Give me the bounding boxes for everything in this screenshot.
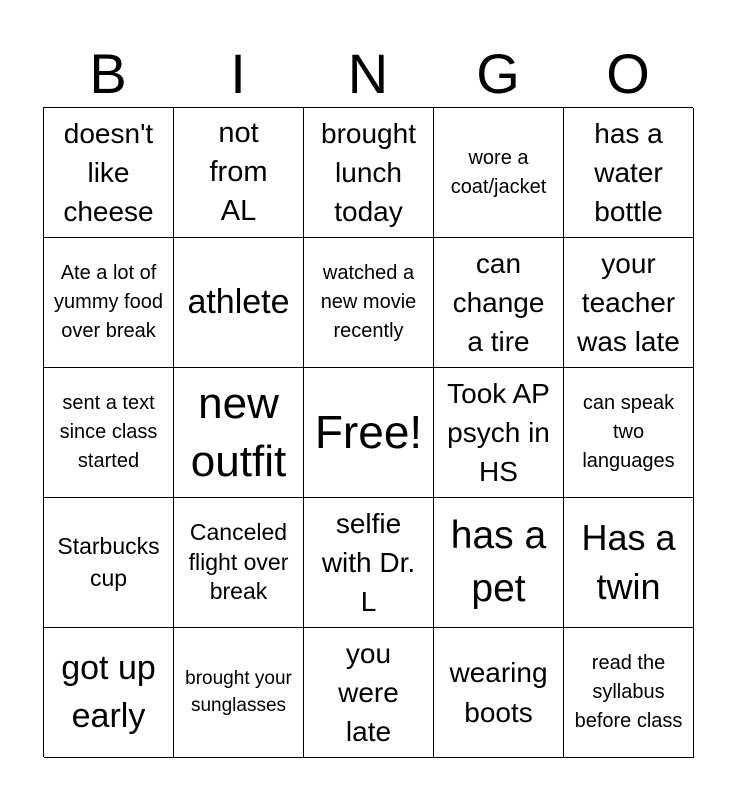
bingo-cell[interactable] bbox=[434, 368, 564, 498]
bingo-header bbox=[43, 40, 693, 108]
bingo-cell[interactable] bbox=[434, 238, 564, 368]
bingo-cell[interactable] bbox=[44, 368, 174, 498]
bingo-cell[interactable] bbox=[304, 238, 434, 368]
bingo-cell[interactable] bbox=[564, 238, 694, 368]
cell-text: your teacher was late bbox=[577, 247, 680, 358]
cell-text: Starbucks cup bbox=[57, 533, 160, 591]
bingo-cell[interactable] bbox=[434, 628, 564, 758]
bingo-cell[interactable] bbox=[434, 498, 564, 628]
cell-text: athlete bbox=[187, 283, 290, 322]
bingo-cell[interactable] bbox=[174, 628, 304, 758]
cell-text: can speak two languages bbox=[582, 392, 675, 472]
cell-text: you were late bbox=[338, 637, 399, 748]
bingo-cell[interactable] bbox=[174, 238, 304, 368]
bingo-cell[interactable] bbox=[564, 498, 694, 628]
cell-text: sent a text since class started bbox=[59, 392, 158, 472]
cell-text: can change a tire bbox=[452, 247, 545, 358]
bingo-cell[interactable] bbox=[304, 108, 434, 238]
header-letter-g: G bbox=[476, 42, 520, 105]
cell-text: has a water bottle bbox=[594, 117, 663, 228]
bingo-cell[interactable] bbox=[174, 498, 304, 628]
cell-text: brought your sunglasses bbox=[185, 667, 292, 716]
cell-text: watched a new movie recently bbox=[320, 262, 417, 342]
cell-text: got up early bbox=[61, 648, 156, 735]
bingo-cell free-space[interactable] bbox=[304, 368, 434, 498]
bingo-cell[interactable] bbox=[44, 238, 174, 368]
cell-text: not from AL bbox=[209, 116, 268, 228]
cell-text: brought lunch today bbox=[321, 117, 416, 228]
cell-text: read the syllabus before class bbox=[574, 652, 683, 732]
bingo-cell[interactable] bbox=[174, 368, 304, 498]
bingo-cell[interactable] bbox=[44, 498, 174, 628]
cell-text: Has a twin bbox=[581, 516, 676, 607]
header-letter-o: O bbox=[606, 42, 650, 105]
header-letter-b: B bbox=[89, 42, 127, 105]
cell-text: new outfit bbox=[190, 379, 287, 486]
bingo-cell[interactable] bbox=[174, 108, 304, 238]
cell-text: Took AP psych in HS bbox=[447, 377, 550, 488]
bingo-cell[interactable] bbox=[44, 628, 174, 758]
bingo-cell[interactable] bbox=[304, 498, 434, 628]
bingo-cell[interactable] bbox=[434, 108, 564, 238]
cell-text: doesn't like cheese bbox=[63, 117, 154, 228]
cell-text: has a pet bbox=[450, 513, 547, 610]
free-space-text: Free! bbox=[314, 405, 423, 458]
bingo-cell[interactable] bbox=[564, 108, 694, 238]
cell-text: Canceled flight over break bbox=[188, 518, 289, 605]
bingo-cell[interactable] bbox=[44, 108, 174, 238]
cell-text: wore a coat/jacket bbox=[450, 146, 547, 198]
bingo-board bbox=[43, 107, 693, 757]
cell-text: wearing boots bbox=[449, 657, 548, 728]
cell-text: selfie with Dr. L bbox=[321, 507, 416, 618]
bingo-cell[interactable] bbox=[564, 628, 694, 758]
cell-text: Ate a lot of yummy food over break bbox=[54, 262, 163, 342]
bingo-cell[interactable] bbox=[304, 628, 434, 758]
bingo-cell[interactable] bbox=[564, 368, 694, 498]
header-letter-i: I bbox=[230, 42, 246, 105]
header-letter-n: N bbox=[347, 42, 389, 105]
